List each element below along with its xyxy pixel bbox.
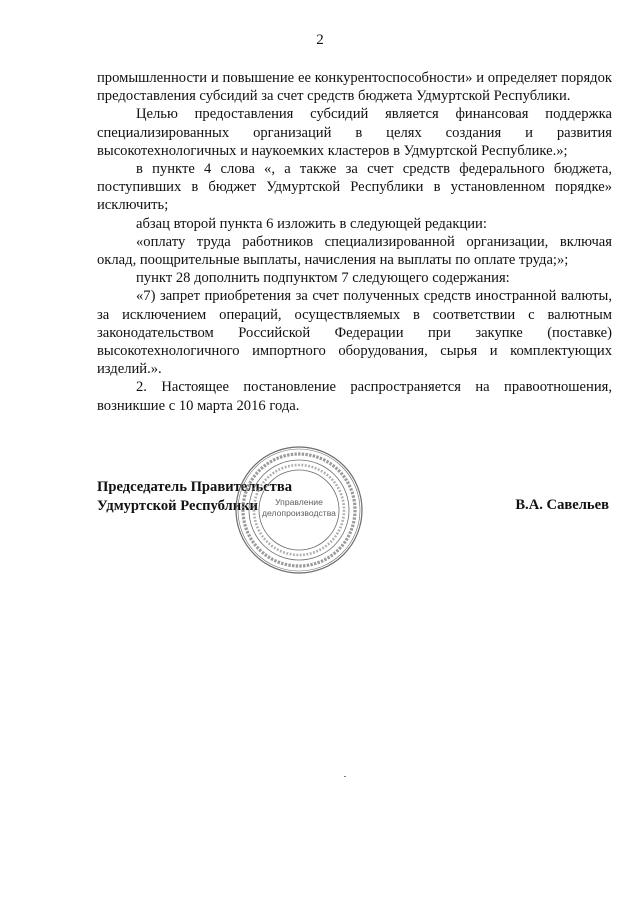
paragraph-point-4: в пункте 4 слова «, а также за счет средств федерального бюджета, поступивших в бюджет Удмуртской Республики в установленном порядке» исключить; (97, 161, 612, 214)
paragraph-point-6-text: «оплату труда работников специализированной организации, включая оклад, поощрительные выплаты, начисления на выплаты по оплате труда;»; (97, 233, 612, 269)
paragraph-effective-date: 2. Настоящее постановление распространяется на правоотношения, возникшие с 10 марта 2016 года. (97, 379, 612, 414)
scan-speck (344, 776, 346, 777)
stamp-center-line1: Управление (275, 497, 323, 507)
paragraph-continuation: промышленности и повышение ее конкурентоспособности» и определяет порядок предоставления субсидий за счет средств бюджета Удмуртской Республики. (97, 70, 612, 105)
page-number: 2 (316, 32, 324, 48)
stamp-center-line2: делопроизводства (262, 508, 336, 518)
signatory-title-line1: Председатель Правительства (97, 479, 293, 495)
signatory-title-line2: Удмуртской Республики (97, 497, 258, 514)
paragraph-subsidy-goal: Целью предоставления субсидий является финансовая поддержка специализированных организаций в целях создания и развития высокотехнологичных и наукоемких кластеров в Удмуртской Республике.»; (97, 106, 612, 159)
official-seal-stamp (233, 444, 365, 576)
paragraph-point-28-intro: пункт 28 дополнить подпунктом 7 следующего содержания: (136, 270, 510, 287)
signatory-name: В.А. Савельев (515, 497, 609, 513)
document-body (97, 69, 612, 415)
paragraph-point-28-text: «7) запрет приобретения за счет полученных средств иностранной валюты, за исключением операций, осуществляемых в соответствии с валютным законодательством Российской Федерации при закупке (поставке) высокотехнологичного импортного оборудования, сырья и комплектующих изделий.». (97, 288, 612, 378)
paragraph-point-6-intro: абзац второй пункта 6 изложить в следующей редакции: (136, 215, 487, 232)
